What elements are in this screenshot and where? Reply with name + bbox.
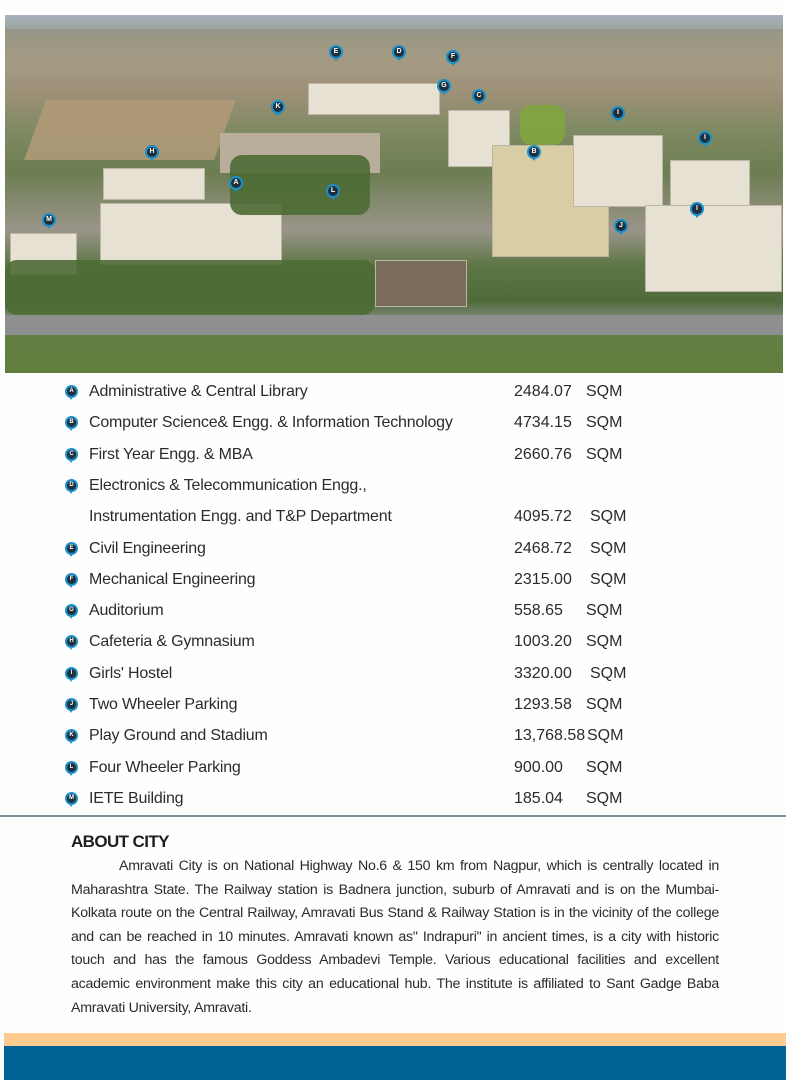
facility-area: 2315.00 [514, 570, 572, 588]
photo-building-civil-mech [308, 83, 440, 115]
facility-row [0, 628, 786, 659]
map-pin-icon [65, 479, 78, 492]
map-pin-letter: H [147, 147, 157, 157]
map-pin-letter: I [700, 133, 710, 143]
map-pin-icon [65, 448, 78, 461]
facility-area: 185.04 [514, 789, 563, 807]
footer-blue-band [4, 1046, 786, 1080]
facility-row [0, 785, 786, 816]
facility-area: 1003.20 [514, 633, 572, 651]
map-pin-icon [145, 145, 159, 159]
map-pin-icon [472, 89, 486, 103]
facility-name: Instrumentation Engg. and T&P Department [89, 508, 392, 526]
facility-area: 2484.07 [514, 383, 572, 400]
map-pin-letter: H [67, 637, 76, 646]
facility-row [0, 660, 786, 691]
map-pin-icon [65, 761, 78, 774]
facility-name: Auditorium [89, 602, 164, 620]
facility-area-unit: SQM [587, 727, 624, 745]
photo-tree-line-bottom [5, 335, 783, 373]
map-pin-letter: E [331, 47, 341, 57]
facility-area: 2660.76 [514, 445, 572, 463]
facility-name: Electronics & Telecommunication Engg., [89, 476, 367, 494]
facility-name: Administrative & Central Library [89, 383, 308, 400]
facility-row [0, 409, 786, 440]
map-pin-icon [65, 604, 78, 617]
facility-row [0, 503, 786, 534]
map-pin-icon [65, 416, 78, 429]
map-pin-icon [65, 792, 78, 805]
facility-area-unit: SQM [586, 758, 623, 776]
map-pin-icon [329, 45, 343, 59]
photo-entrance-gate [375, 260, 467, 307]
facility-row [0, 535, 786, 566]
facility-name: Girls' Hostel [89, 664, 173, 682]
facility-name: Computer Science& Engg. & Information Technology [89, 414, 453, 432]
map-pin-icon [690, 202, 704, 216]
facility-name: Play Ground and Stadium [89, 727, 268, 745]
map-pin-icon [65, 635, 78, 648]
map-pin-letter: B [67, 418, 76, 427]
about-city-paragraph: Amravati City is on National Highway No.6 & 150 km from Nagpur, which is centrally located in Maharashtra State. The Railway station is Badnera junction, suburb of Amravati and is on the Mumbai-Kolkata route on the Central Railway, Amravati Bus Stand & Railway Station is in the vicinity of the college and can be reached in 10 minutes. Amravati known as" Indrapuri" in ancient times, is a city with historic touch and has the famous Goddess Ambadevi Temple. Various educational facilities and excellent academic environment make this city an educational hub. The institute is affiliated to Sant Gadge Baba Amravati University, Amravati. [71, 858, 719, 1016]
map-pin-letter: B [529, 147, 539, 157]
map-pin-letter: F [448, 52, 458, 62]
section-divider [0, 815, 786, 817]
facility-area-unit: SQM [590, 664, 627, 682]
facility-row [0, 691, 786, 722]
footer-peach-band [4, 1033, 786, 1046]
map-pin-letter: G [439, 81, 449, 91]
map-pin-letter: A [67, 387, 76, 396]
facility-name: Civil Engineering [89, 539, 206, 557]
map-pin-icon [446, 50, 460, 64]
map-pin-letter: G [67, 606, 76, 615]
facility-row [0, 472, 786, 503]
photo-sky [5, 15, 783, 29]
photo-farm-field [24, 100, 236, 160]
map-pin-icon [698, 131, 712, 145]
map-pin-icon [65, 698, 78, 711]
map-pin-icon [614, 219, 628, 233]
map-pin-icon [65, 667, 78, 680]
map-pin-letter: C [67, 450, 76, 459]
facility-area-unit: SQM [586, 383, 623, 400]
photo-tree-line-left [5, 260, 375, 315]
map-pin-icon [65, 729, 78, 742]
map-pin-letter: I [692, 204, 702, 214]
about-city-heading: ABOUT CITY [71, 832, 169, 851]
facility-area-unit: SQM [586, 789, 623, 807]
facility-name: First Year Engg. & MBA [89, 445, 253, 463]
facility-area: 4095.72 [514, 508, 572, 526]
map-pin-letter: F [67, 575, 76, 584]
facility-area: 4734.15 [514, 414, 572, 432]
facility-area: 1293.58 [514, 696, 572, 713]
map-pin-icon [437, 79, 451, 93]
facility-area: 2468.72 [514, 539, 572, 557]
photo-tree-cluster-right [520, 105, 565, 145]
facility-row [0, 597, 786, 628]
map-pin-letter: K [273, 102, 283, 112]
facility-area-unit: SQM [590, 508, 627, 526]
photo-building-hostel-2 [670, 160, 750, 207]
map-pin-letter: M [44, 215, 54, 225]
map-pin-letter: E [67, 544, 76, 553]
map-pin-icon [65, 542, 78, 555]
map-pin-icon [326, 184, 340, 198]
map-pin-icon [271, 100, 285, 114]
facility-area: 900.00 [514, 758, 563, 776]
map-pin-icon [527, 145, 541, 159]
map-pin-letter: I [67, 669, 76, 678]
facility-row [0, 378, 786, 409]
map-pin-icon [229, 176, 243, 190]
facility-row [0, 754, 786, 785]
map-pin-letter: K [67, 731, 76, 740]
map-pin-letter: I [613, 108, 623, 118]
facility-area-unit: SQM [590, 539, 627, 557]
facility-area-unit: SQM [586, 602, 623, 620]
map-pin-icon [611, 106, 625, 120]
map-pin-letter: J [67, 700, 76, 709]
facility-area-unit: SQM [586, 414, 623, 432]
facility-row [0, 722, 786, 753]
map-pin-icon [42, 213, 56, 227]
photo-building-cafeteria [103, 168, 205, 200]
facility-name: Two Wheeler Parking [89, 696, 238, 713]
facility-name: Cafeteria & Gymnasium [89, 633, 255, 651]
facility-row [0, 566, 786, 597]
map-pin-icon [392, 45, 406, 59]
map-pin-letter: M [69, 794, 74, 801]
facility-area-unit: SQM [586, 696, 623, 713]
map-pin-letter: D [394, 47, 404, 57]
facility-name: IETE Building [89, 789, 184, 807]
map-pin-letter: C [474, 91, 484, 101]
facility-area: 3320.00 [514, 664, 572, 682]
facility-area-unit: SQM [590, 570, 627, 588]
map-pin-letter: L [328, 186, 338, 196]
photo-tree-cluster [230, 155, 370, 215]
map-pin-icon [65, 385, 78, 398]
facility-area: 13,768.58 [514, 727, 586, 745]
map-pin-letter: L [67, 763, 76, 772]
campus-aerial-photo [5, 15, 783, 373]
photo-building-hostel-1 [573, 135, 663, 207]
map-pin-icon [65, 573, 78, 586]
facility-name: Mechanical Engineering [89, 570, 256, 588]
facility-name: Four Wheeler Parking [89, 758, 241, 776]
facility-row [0, 441, 786, 472]
facility-area-unit: SQM [586, 633, 623, 651]
photo-building-hostel-3 [645, 205, 782, 292]
map-pin-letter: A [231, 178, 241, 188]
facility-area: 558.65 [514, 602, 563, 620]
map-pin-letter: J [616, 221, 626, 231]
map-pin-letter: D [67, 481, 76, 490]
facility-area-unit: SQM [586, 445, 623, 463]
